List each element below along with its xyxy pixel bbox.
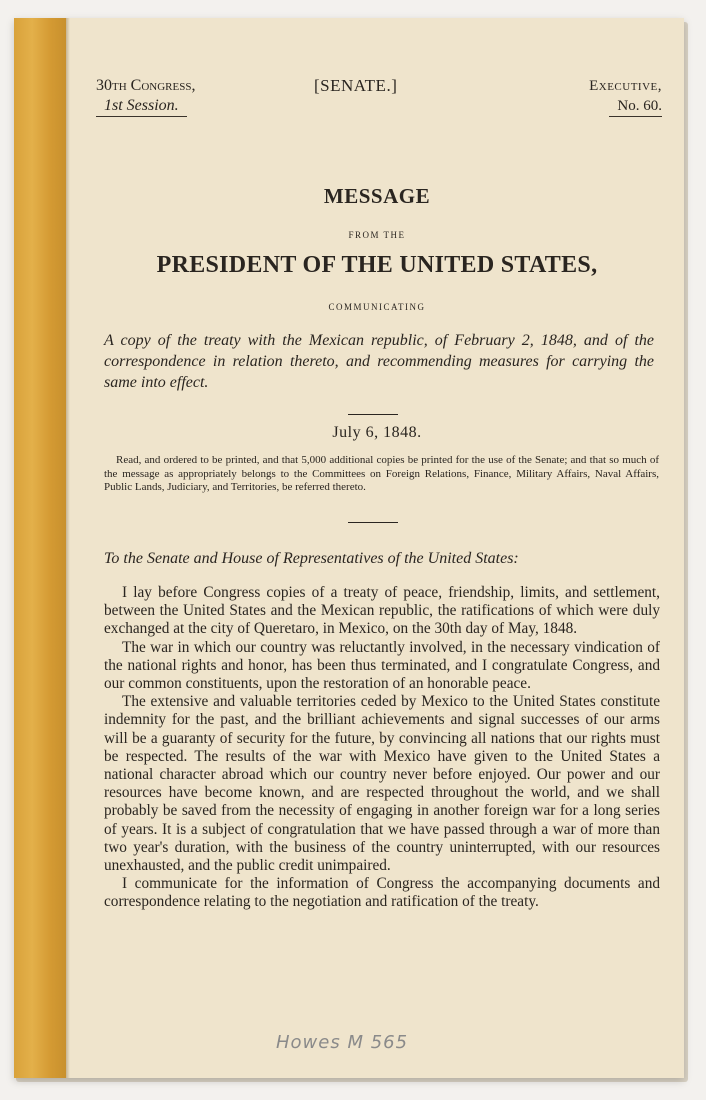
document-page bbox=[14, 18, 684, 1078]
communicating-label: COMMUNICATING bbox=[328, 302, 426, 312]
document-number: No. 60. bbox=[609, 96, 662, 117]
congress-session-header bbox=[96, 76, 195, 117]
salutation: To the Senate and House of Representatives of the United States: bbox=[104, 550, 519, 567]
executive-label: Executive, bbox=[589, 78, 662, 94]
president-heading: PRESIDENT OF THE UNITED STATES, bbox=[156, 252, 598, 278]
body-paragraph: The war in which our country was reluctantly involved, in the necessary vindication of the national rights and honor, has been thus terminated, and I congratulate Congress, and our common constituents, upon the restoration of an honorable peace. bbox=[104, 638, 660, 693]
executive-document-number bbox=[546, 76, 662, 117]
document-abstract: A copy of the treaty with the Mexican republic, of February 2, 1848, and of the correspondence in relation thereto, and recommending measures for carrying the same into effect. bbox=[104, 332, 654, 391]
document-date: July 6, 1848. bbox=[332, 424, 422, 441]
document-title: MESSAGE bbox=[323, 184, 431, 208]
from-the-label: FROM THE bbox=[348, 230, 406, 240]
yellow-spine-binding bbox=[14, 18, 66, 1078]
body-paragraph: The extensive and valuable territories ceded by Mexico to the United States constitute indemnity for the past, and the brilliant achievements and signal successes of our arms will be a guaranty of security for the future, by convincing all nations that our rights must be respected. The results of the war with Mexico have given to the United States a national character abroad which our country never before enjoyed. Our power and our resources have become known, and are respected throughout the world, and we shall probably be saved from the necessity of engaging in another foreign war for a long series of years. It is a subject of congratulation that we have passed through a war of more than two year's duration, with the business of the country uninterrupted, with our resources unexhausted, and the public credit unimpaired. bbox=[104, 693, 660, 875]
body-paragraph: I communicate for the information of Congress the accompanying documents and correspondence relating to the negotiation and ratification of the treaty. bbox=[104, 875, 660, 911]
session-label: 1st Session. bbox=[96, 96, 187, 117]
pencil-annotation: Howes M 565 bbox=[276, 1032, 409, 1053]
congress-label: 30th Congress, bbox=[96, 77, 196, 94]
chamber-label: [SENATE.] bbox=[314, 76, 398, 95]
divider-rule-bottom bbox=[348, 522, 398, 523]
divider-rule-top bbox=[348, 414, 398, 415]
body-paragraph: I lay before Congress copies of a treaty of peace, friendship, limits, and settlement, between the United States and the Mexican republic, the ratifications of which were duly exchanged at the city of Queretaro, in Mexico, on the 30th day of May, 1848. bbox=[104, 584, 660, 638]
spine-shadow bbox=[66, 18, 70, 1078]
message-body bbox=[104, 584, 660, 912]
senate-resolution-note: Read, and ordered to be printed, and that 5,000 additional copies be printed for the use of the Senate; and that so much of the message as appropriately belongs to the Committees on Foreign Relations, Finance, Military Affairs, Naval Affairs, Public Lands, Judiciary, and Territories, be referred thereto. bbox=[104, 454, 659, 493]
